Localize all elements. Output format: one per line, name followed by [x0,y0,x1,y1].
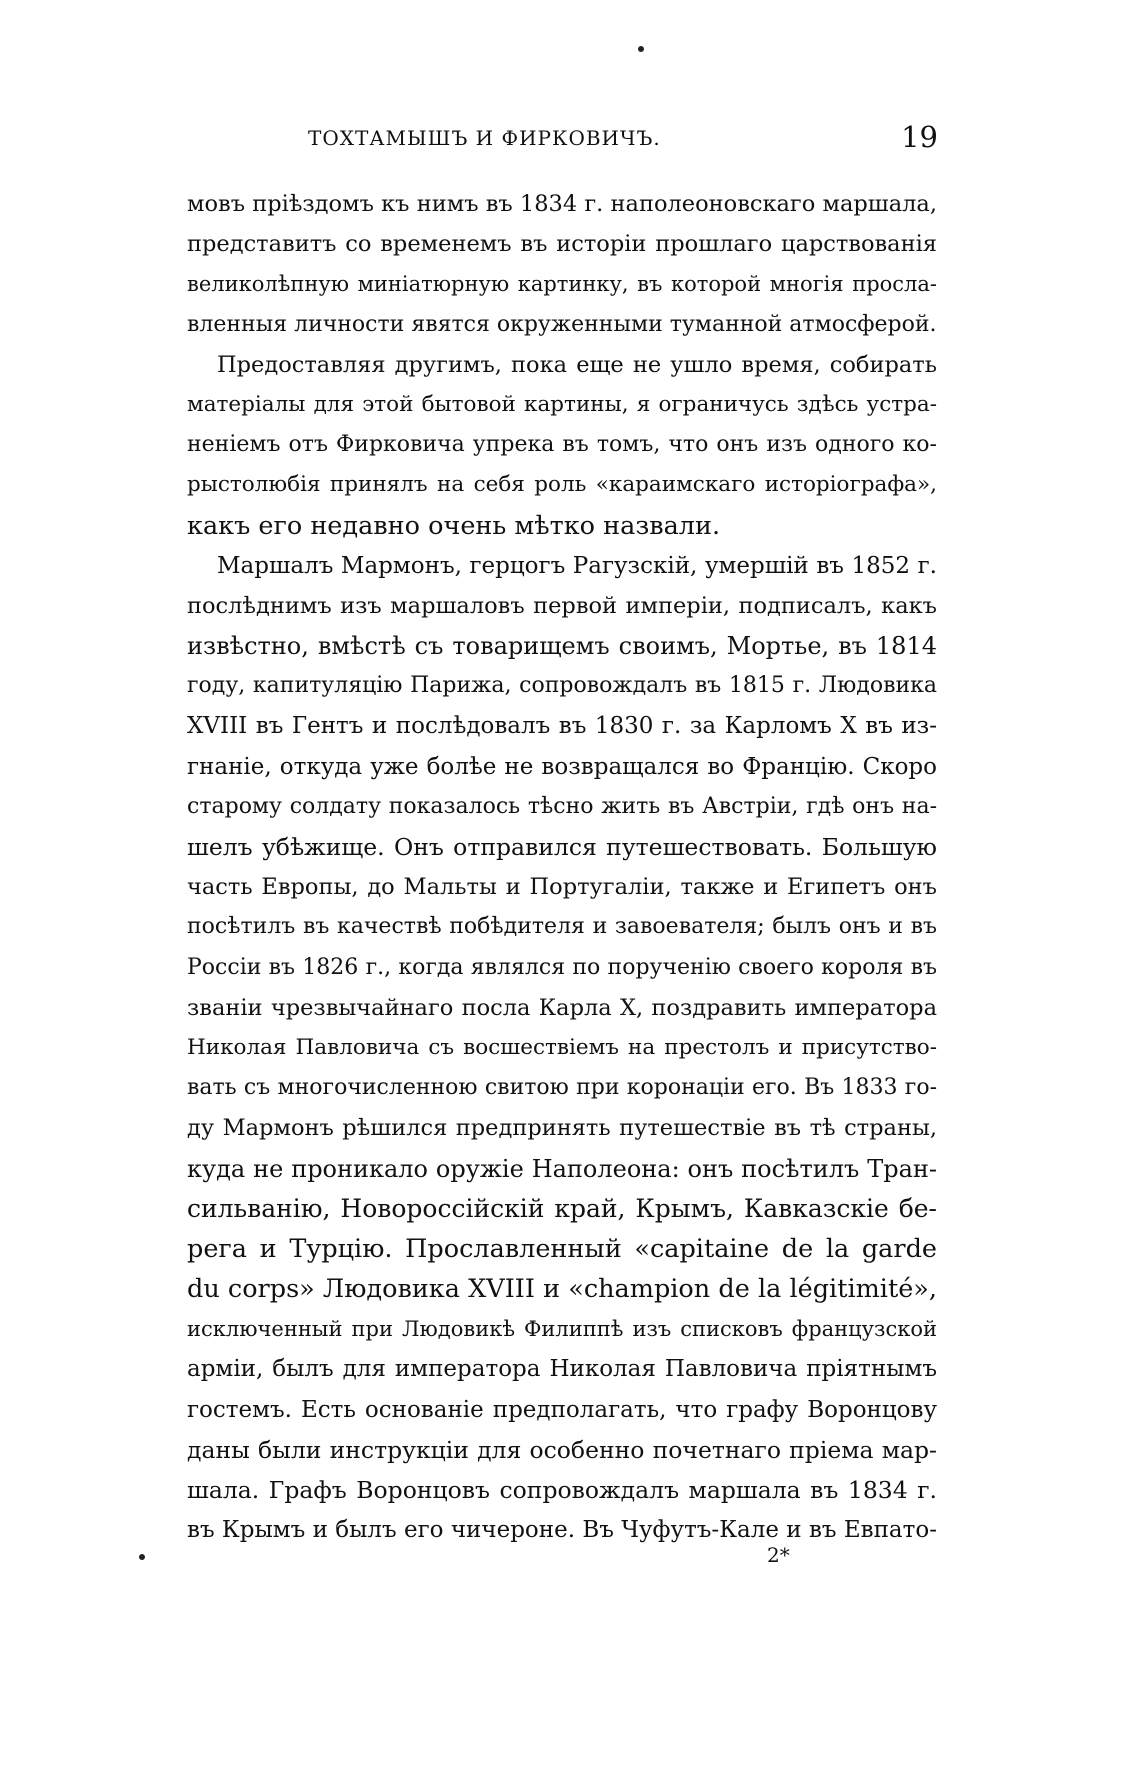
text-line: старому солдату показалось тѣсно жить въ Австріи, гдѣ онъ на- [187,793,937,819]
text-line: великолѣпную миніатюрную картинку, въ которой многія просла- [187,272,937,297]
text-line: посѣтилъ въ качествѣ побѣдителя и завоевателя; былъ онъ и въ [187,914,937,940]
text-line: сильванію, Новороссійскій край, Крымъ, Кавказскіе бе- [187,1193,937,1223]
text-line: шала. Графъ Воронцовъ сопровождалъ маршала въ 1834 г. [187,1476,937,1504]
text-line: Николая Павловича съ восшествіемъ на престолъ и присутство- [187,1034,937,1060]
ink-speck [638,46,644,52]
text-line: матеріалы для этой бытовой картины, я ограничусь здѣсь устра- [187,391,937,417]
paragraph-first-line: Предоставляя другимъ, пока еще не ушло время, собирать [217,351,937,378]
text-line: мовъ пріѣздомъ къ нимъ въ 1834 г. наполеоновскаго маршала, [187,191,937,217]
text-line: званіи чрезвычайнаго посла Карла X, поздравить императора [187,994,937,1021]
running-title: ТОХТАМЫШЪ И ФИРКОВИЧЪ. [308,126,661,150]
text-line: du corps» Людовика XVIII и «champion de la légitimité», [187,1274,937,1305]
text-line: гнаніе, откуда уже болѣе не возвращался во Францію. Скоро [187,753,937,780]
text-line: извѣстно, вмѣстѣ съ товарищемъ своимъ, Мортье, въ 1814 [187,632,937,661]
text-line: Россіи въ 1826 г., когда являлся по порученію своего короля въ [187,954,937,980]
text-line: даны были инструкціи для особенно почетнаго пріема мар- [187,1435,937,1464]
running-head [188,122,938,162]
ink-speck [139,1554,145,1560]
text-line: часть Европы, до Мальты и Португаліи, также и Египетъ онъ [187,874,937,901]
text-line: въ Крымъ и былъ его чичероне. Въ Чуфутъ-Кале и въ Евпато- [187,1517,937,1544]
text-line: представитъ со временемъ въ исторіи прошлаго царствованія [187,231,937,258]
text-line: году, капитуляцію Парижа, сопровождалъ въ 1815 г. Людовика [187,673,937,699]
text-line: рыстолюбія принялъ на себя роль «караимскаго исторіографа», [187,472,937,498]
text-line: послѣднимъ изъ маршаловъ первой имперіи, подписалъ, какъ [187,592,937,619]
text-line: гостемъ. Есть основаніе предполагать, что графу Воронцову [187,1396,937,1423]
text-line: арміи, былъ для императора Николая Павловича пріятнымъ [187,1356,937,1383]
text-line: ду Мармонъ рѣшился предпринять путешествіе въ тѣ страны, [187,1115,937,1142]
text-line: какъ его недавно очень мѣтко назвали. [187,510,721,541]
text-line: неніемъ отъ Фирковича упрека въ томъ, что онъ изъ одного ко- [187,432,937,458]
paragraph-first-line: Маршалъ Мармонъ, герцогъ Рагузскій, умершій въ 1852 г. [217,552,937,579]
text-line: вленныя личности явятся окруженными туманной атмосферой. [187,311,937,337]
text-line: XVIII въ Гентъ и послѣдовалъ въ 1830 г. за Карломъ X въ из- [187,713,937,740]
page-number: 19 [901,120,938,154]
text-line: рега и Турцію. Прославленный «capitaine de la garde [187,1233,937,1264]
text-line: шелъ убѣжище. Онъ отправился путешествовать. Большую [187,833,937,861]
text-line: вать съ многочисленною свитою при коронаціи его. Въ 1833 го- [187,1075,937,1101]
text-line: исключенный при Людовикѣ Филиппѣ изъ списковъ французской [187,1317,937,1342]
body-text [187,184,937,1550]
signature-mark: 2* [767,1543,790,1567]
text-line: куда не проникало оружіе Наполеона: онъ посѣтилъ Тран- [187,1154,937,1183]
